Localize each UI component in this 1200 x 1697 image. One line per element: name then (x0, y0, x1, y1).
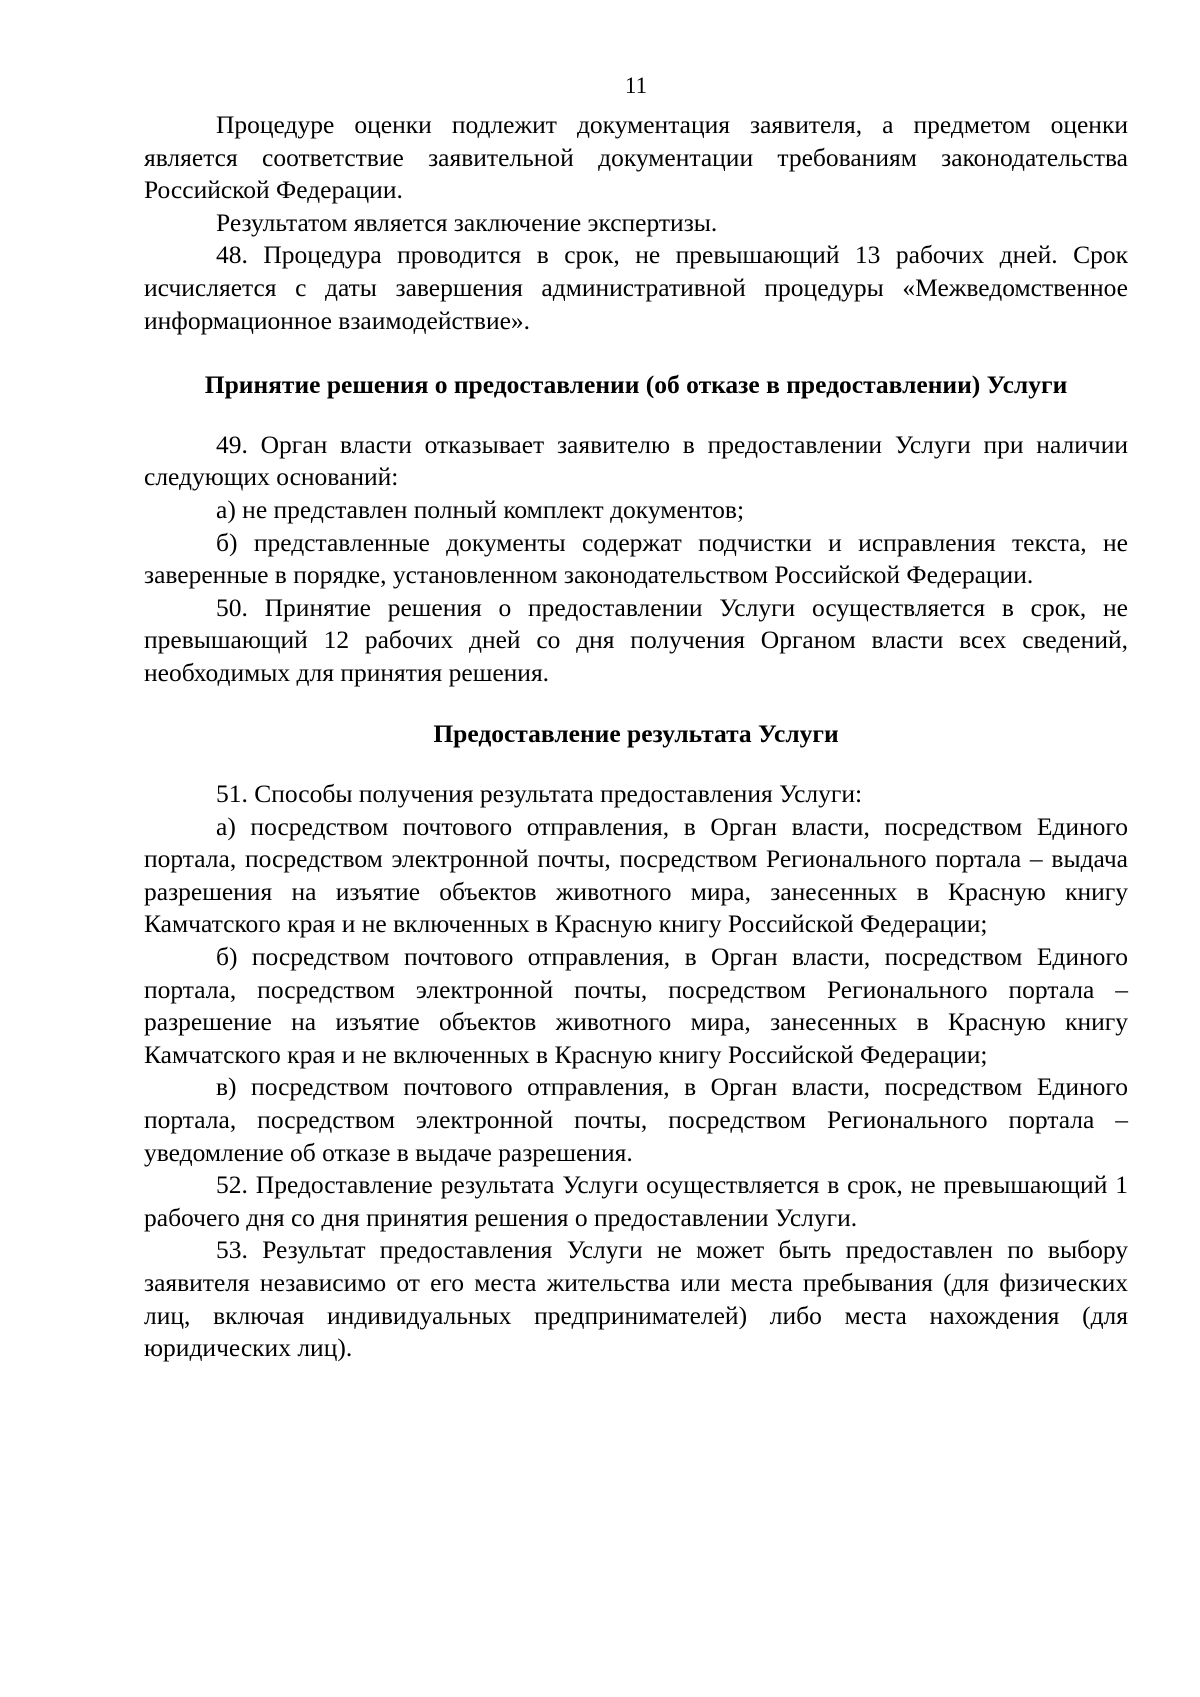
paragraph-51-b: б) посредством почтового отправления, в Орган власти, посредством Единого портала, посредством электронной почты, посредством Регионального портала – разрешение на изъятие объектов животного мира, занесенных в Красную книгу Камчатского края и не включенных в Красную книгу Российской Федерации; (144, 942, 1128, 1069)
paragraph-53: 53. Результат предоставления Услуги не может быть предоставлен по выбору заявителя независимо от его места жительства или места пребывания (для физических лиц, включая индивидуальных предпринимателей) либо места нахождения (для юридических лиц). (144, 1235, 1128, 1363)
paragraph-52: 52. Предоставление результата Услуги осуществляется в срок, не превышающий 1 рабочего дня со дня принятия решения о предоставлении Услуги. (144, 1170, 1128, 1232)
paragraph-48: 48. Процедура проводится в срок, не превышающий 13 рабочих дней. Срок исчисляется с даты завершения административной процедуры «Межведомственное информационное взаимодействие». (144, 240, 1128, 335)
paragraph-50: 50. Принятие решения о предоставлении Услуги осуществляется в срок, не превышающий 12 рабочих дней со дня получения Органом власти всех сведений, необходимых для принятия решения. (144, 592, 1128, 687)
paragraph-51-a: а) посредством почтового отправления, в Орган власти, посредством Единого портала, посредством электронной почты, посредством Регионального портала – выдача разрешения на изъятие объектов животного мира, занесенных в Красную книгу Камчатского края и не включенных в Красную книгу Российской Федерации; (144, 811, 1128, 939)
paragraph-49: 49. Орган власти отказывает заявителю в предоставлении Услуги при наличии следующих оснований: (144, 429, 1128, 492)
paragraph-49-a: а) не представлен полный комплект документов; (216, 494, 745, 524)
section-heading-decision: Принятие решения о предоставлении (об отказе в предоставлении) Услуги (204, 370, 1068, 400)
paragraph-49-b: б) представленные документы содержат подчистки и исправления текста, не заверенные в порядке, установленном законодательством Российской Федерации. (144, 527, 1128, 590)
paragraph-evaluation-subject: Процедуре оценки подлежит документация заявителя, а предметом оценки является соответствие заявительной документации требованиям законодательства Российской Федерации. (144, 110, 1128, 205)
section-heading-result: Предоставление результата Услуги (433, 718, 839, 748)
paragraph-evaluation-result: Результатом является заключение экспертизы. (216, 207, 718, 237)
paragraph-51-c: в) посредством почтового отправления, в Орган власти, посредством Единого портала, посредством электронной почты, посредством Регионального портала – уведомление об отказе в выдаче разрешения. (144, 1072, 1128, 1167)
paragraph-51: 51. Способы получения результата предоставления Услуги: (216, 779, 863, 809)
page-number: 11 (624, 73, 648, 98)
